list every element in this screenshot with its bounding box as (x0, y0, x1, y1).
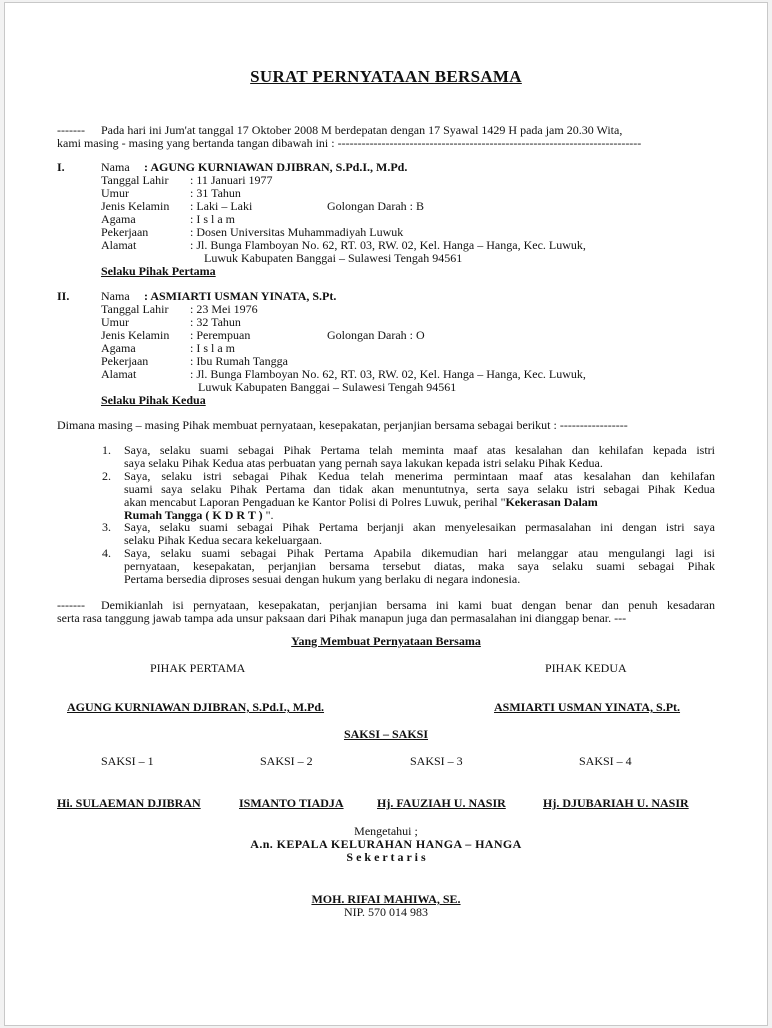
party1-field-value: : Dosen Universitas Muhammadiyah Luwuk (190, 225, 404, 239)
party1-field-label: Pekerjaan (101, 225, 149, 239)
closing-line-1: Demikianlah isi pernyataan, kesepakatan, perjanjian bersama ini kami buat dengan benar dan penuh kesadaran (101, 598, 715, 612)
saksi-name: Hj. FAUZIAH U. NASIR (377, 796, 506, 810)
saksi-label: SAKSI – 3 (410, 754, 463, 768)
party1-role: Selaku Pihak Pertama (101, 264, 216, 278)
party2-field-label: Umur (101, 315, 129, 329)
saksi-heading: SAKSI – SAKSI (343, 727, 429, 741)
point-bold-text: Rumah Tangga ( K D R T ) (124, 508, 263, 522)
party2-field-value: : I s l a m (190, 341, 235, 355)
point-line: Saya, selaku suami sebagai Pihak Pertama berjanji akan menyelesaikan permasalahan ini dengan istri saya (124, 520, 715, 534)
point-line: selaku Pihak Kedua secara kekeluargaan. (124, 533, 323, 547)
point-line: pernyataan, kesepakatan, perjanjian bersama tersebut diatas, maka saya selaku suami sebagai Pihak (124, 559, 715, 573)
point-number: 1. (102, 443, 111, 457)
party2-field-label: Alamat (101, 367, 137, 381)
party1-field-label: Umur (101, 186, 129, 200)
party1-field-label: Jenis Kelamin (101, 199, 170, 213)
intro-line-2: kami masing - masing yang bertanda tangan dibawah ini : ---------------------------------------------------------------------------- (57, 136, 642, 150)
party2-field-label: Pekerjaan (101, 354, 149, 368)
party1-nama: : AGUNG KURNIAWAN DJIBRAN, S.Pd.I., M.Pd. (144, 160, 408, 174)
closing-dash: ------- (57, 598, 85, 612)
point-number: 4. (102, 546, 111, 560)
party1-golongan: Golongan Darah : B (327, 199, 424, 213)
intro-line-1: Pada hari ini Jum'at tanggal 17 Oktober 2008 M berdepatan dengan 17 Syawal 1429 H pada jam 20.30 Wita, (101, 123, 623, 137)
party1-field-value: : 11 Januari 1977 (190, 173, 273, 187)
party2-golongan: Golongan Darah : O (327, 328, 425, 342)
party2-field-value: : 32 Tahun (190, 315, 241, 329)
saksi-name: Hj. DJUBARIAH U. NASIR (543, 796, 689, 810)
party1-field-label: Alamat (101, 238, 137, 252)
point-line: suami saya selaku Pihak Pertama dan tidak akan menuntutnya, serta saya selaku istri sebagai Pihak Kedua (124, 482, 715, 496)
party2-field-value: : Ibu Rumah Tangga (190, 354, 288, 368)
party2-field-value: : Perempuan (190, 328, 251, 342)
official-nip: NIP. 570 014 983 (343, 905, 428, 919)
point-line: Pertama bersedia diproses sesuai dengan hukum yang berlaku di negara indonesia. (124, 572, 521, 586)
document-title: SURAT PERNYATAAN BERSAMA (250, 67, 522, 86)
party2-field-value: : Jl. Bunga Flamboyan No. 62, RT. 03, RW. 02, Kel. Hanga – Hanga, Kec. Luwuk, (190, 367, 586, 381)
party2-nama: : ASMIARTI USMAN YINATA, S.Pt. (144, 289, 337, 303)
party1-nama-label: Nama (101, 160, 130, 174)
an-kepala-kelurahan: A.n. KEPALA KELURAHAN HANGA – HANGA (250, 837, 522, 851)
party1-number: I. (57, 160, 65, 174)
official-name: MOH. RIFAI MAHIWA, SE. (311, 892, 461, 906)
saksi-label: SAKSI – 4 (579, 754, 632, 768)
pihak-pertama-name: AGUNG KURNIAWAN DJIBRAN, S.Pd.I., M.Pd. (67, 700, 325, 714)
point-line-text: akan mencabut Laporan Pengaduan ke Kantor Polisi di Polres Luwuk, perihal " (124, 495, 506, 509)
party2-nama-label: Nama (101, 289, 130, 303)
pihak-pertama-label: PIHAK PERTAMA (150, 661, 246, 675)
party2-field-label: Agama (101, 341, 136, 355)
party2-field-value: : 23 Mei 1976 (190, 302, 258, 316)
party1-field-label: Agama (101, 212, 136, 226)
party1-field-label: Tanggal Lahir (101, 173, 169, 187)
point-bold-text: Kekerasan Dalam (505, 495, 598, 509)
point-line: Saya, selaku istri sebagai Pihak Kedua telah menerima permintaan maaf atas kesalahan dan kehilafan (124, 469, 715, 483)
agreement-intro: Dimana masing – masing Pihak membuat pernyataan, kesepakatan, perjanjian bersama sebagai berikut : ----------------- (57, 418, 628, 432)
party2-role: Selaku Pihak Kedua (101, 393, 206, 407)
point-number: 2. (102, 469, 111, 483)
point-line: Saya, selaku suami sebagai Pihak Pertama telah meminta maaf atas kesalahan dan kehilafan kepada istri (124, 443, 715, 457)
party2-number: II. (57, 289, 70, 303)
saksi-label: SAKSI – 1 (101, 754, 154, 768)
point-line-text: ". (262, 508, 274, 522)
party1-field-value: : I s l a m (190, 212, 235, 226)
document-page (4, 2, 768, 1026)
party2-alamat-line-2: Luwuk Kabupaten Banggai – Sulawesi Tengah 94561 (198, 380, 457, 394)
mengetahui: Mengetahui ; (354, 824, 418, 838)
party1-field-value: : 31 Tahun (190, 186, 241, 200)
point-line: saya selaku Pihak Kedua atas perbuatan yang pernah saya lakukan kepada istri selaku Pihak Kedua. (124, 456, 603, 470)
closing-line-2: serta rasa tanggung jawab tampa ada unsur paksaan dari Pihak manapun juga dan permasalahan ini dianggap benar. --- (57, 611, 627, 625)
saksi-name: ISMANTO TIADJA (239, 796, 344, 810)
point-number: 3. (102, 520, 111, 534)
intro-dash: ------- (57, 123, 85, 137)
party1-field-value: : Jl. Bunga Flamboyan No. 62, RT. 03, RW. 02, Kel. Hanga – Hanga, Kec. Luwuk, (190, 238, 586, 252)
signatures-heading: Yang Membuat Pernyataan Bersama (291, 634, 481, 648)
party1-field-value: : Laki – Laki (190, 199, 253, 213)
party1-alamat-line-2: Luwuk Kabupaten Banggai – Sulawesi Tengah 94561 (204, 251, 463, 265)
saksi-label: SAKSI – 2 (260, 754, 313, 768)
point-line: Saya, selaku suami sebagai Pihak Pertama Apabila dikemudian hari melanggar atau mengulangi lagi isi (124, 546, 715, 560)
party2-field-label: Tanggal Lahir (101, 302, 169, 316)
pihak-kedua-name: ASMIARTI USMAN YINATA, S.Pt. (494, 700, 681, 714)
sekertaris: S e k e r t a r i s (346, 850, 426, 864)
saksi-name: Hi. SULAEMAN DJIBRAN (57, 796, 201, 810)
pihak-kedua-label: PIHAK KEDUA (545, 661, 627, 675)
party2-field-label: Jenis Kelamin (101, 328, 170, 342)
